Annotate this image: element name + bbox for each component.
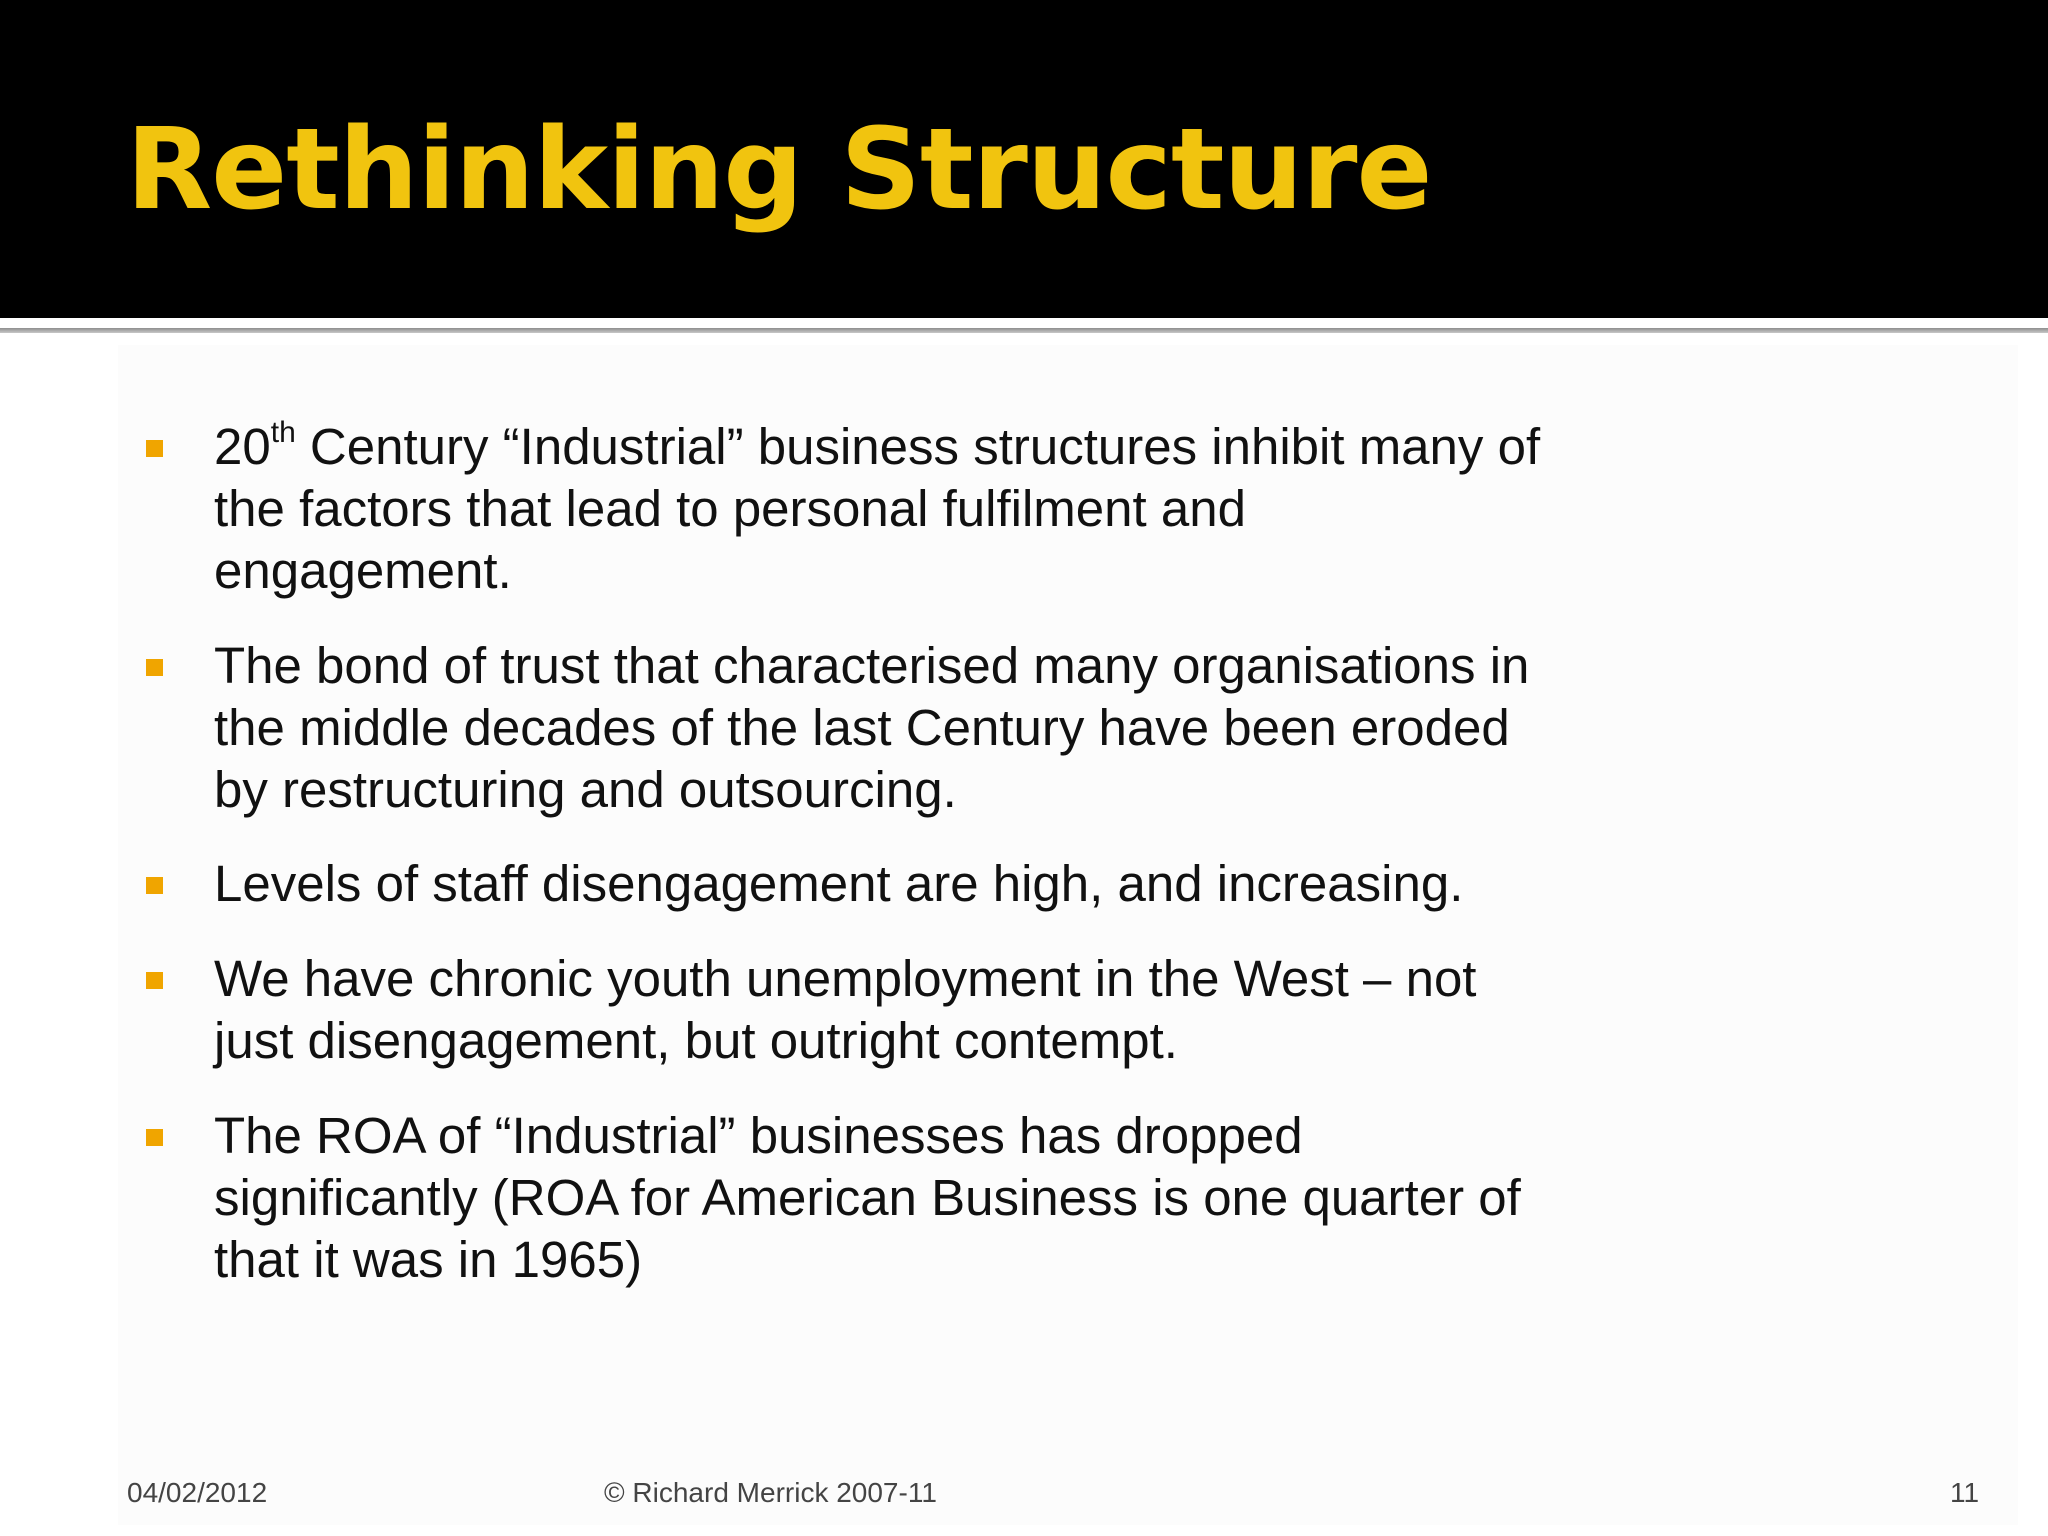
slide-title-bar [0, 0, 2048, 318]
bullet-text: The bond of trust that characterised many organisations in the middle decades of the last Century have been eroded by restructuring and outsourcing. [214, 637, 1530, 818]
bullet-item-5 [214, 1105, 1554, 1291]
bullet-text: Levels of staff disengagement are high, and increasing. [214, 855, 1464, 912]
bullet-item-1 [214, 416, 1554, 602]
bullet-text: We have chronic youth unemployment in the West – not just disengagement, but outright contempt. [214, 950, 1477, 1069]
bullet-item-2 [214, 635, 1554, 821]
title-divider-light [0, 318, 2048, 328]
slide-title: Rethinking Structure [126, 105, 1432, 235]
bullet-item-3 [214, 853, 1554, 915]
bullet-square-icon [146, 440, 163, 457]
bullet-text [214, 418, 1540, 599]
bullet-square-icon [146, 877, 163, 894]
footer-copyright: © Richard Merrick 2007-11 [604, 1477, 937, 1508]
bullet-ordinal-suffix: th [270, 416, 296, 449]
bullet-square-icon [146, 972, 163, 989]
footer-date: 04/02/2012 [127, 1477, 268, 1508]
bullet-text-rest: Century “Industrial” business structures inhibit many of the factors that lead to personal fulfilment and engagement. [214, 418, 1541, 599]
bullet-item-4 [214, 948, 1554, 1072]
bullet-ordinal: 20 [214, 418, 271, 475]
bullet-square-icon [146, 1129, 163, 1146]
bullet-text: The ROA of “Industrial” businesses has dropped significantly (ROA for American Business is one quarter of that it was in 1965) [214, 1107, 1521, 1288]
bullet-square-icon [146, 659, 163, 676]
title-divider-shadow [0, 328, 2048, 333]
footer-page-number: 11 [1950, 1477, 1980, 1508]
